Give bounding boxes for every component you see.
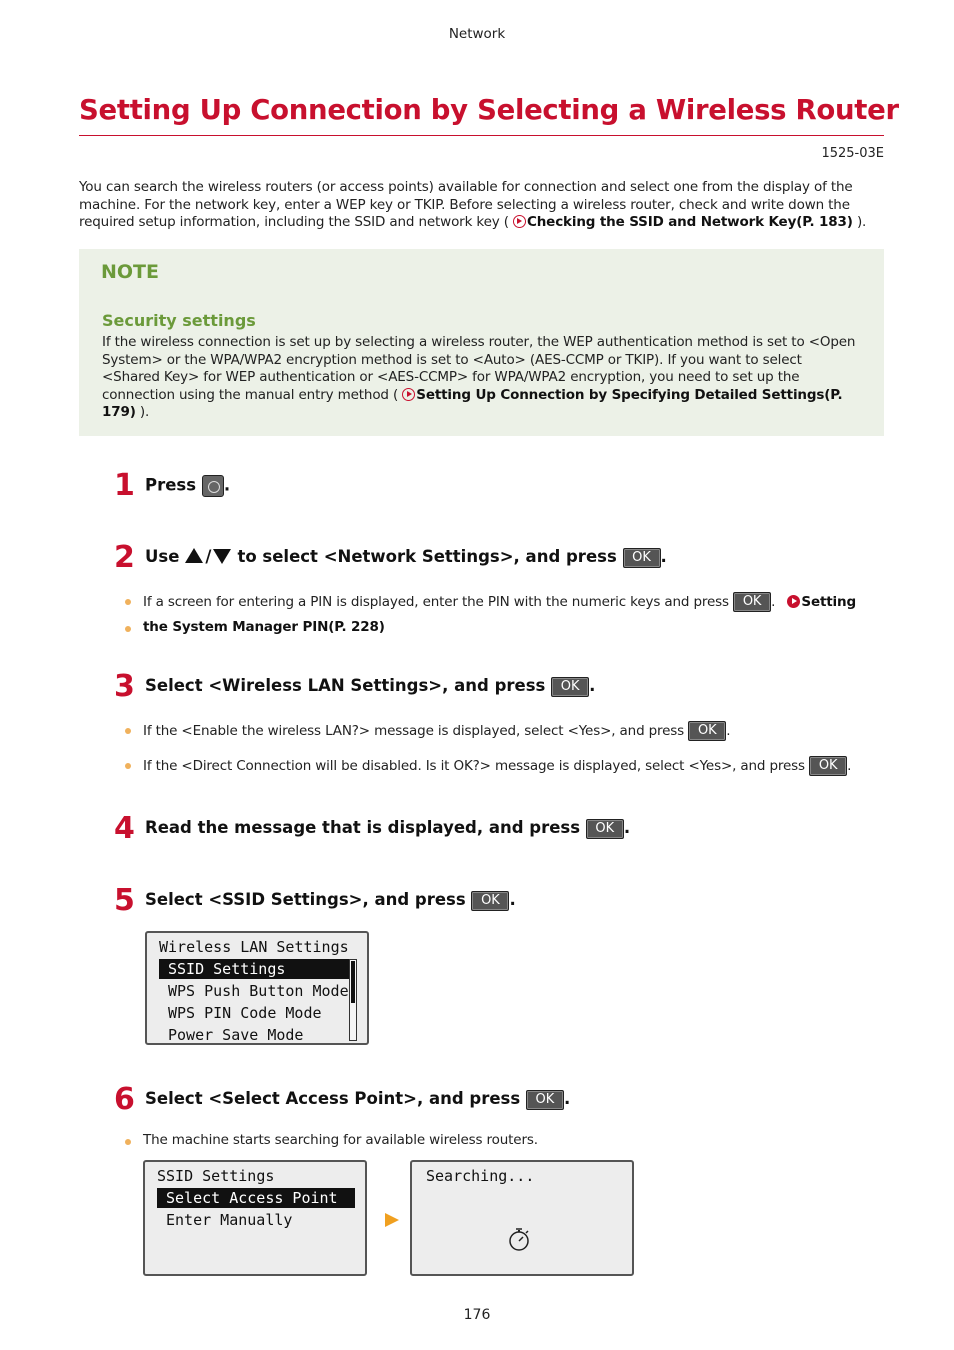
intro-text: You can search the wireless routers (or access points) available for connection and select one from the display of the machine. For the network key, enter a WEP key or TKIP. Before selecting a wireless router, check and write down the required setup information, including the SSID and network key ( [79, 179, 853, 230]
lcd-ssid-settings [143, 1160, 367, 1276]
ok-key-icon: OK [809, 756, 847, 776]
intro-after: ). [852, 214, 867, 230]
link-arrow-icon [402, 388, 415, 401]
link-arrow-icon [513, 215, 526, 228]
lcd-searching [410, 1160, 634, 1276]
lcd-scroll-thumb [351, 961, 355, 1003]
link-system-manager-pin[interactable]: Setting [801, 594, 857, 610]
lcd-item: Power Save Mode [168, 1026, 304, 1044]
link-checking-ssid[interactable]: Checking the SSID and Network Key(P. 183) [526, 214, 853, 230]
ok-key-icon: OK [733, 592, 771, 612]
lcd-header: SSID Settings [157, 1167, 275, 1185]
ok-key-icon: OK [526, 1090, 564, 1110]
step-number: 4 [114, 811, 135, 846]
bullet-enable-lan: If the <Enable the wireless LAN?> message is displayed, select <Yes>, and press OK . [125, 721, 730, 741]
step-number: 2 [114, 540, 135, 575]
down-arrow-icon [213, 549, 231, 564]
step-number: 1 [114, 468, 135, 503]
bullet-pin-cont [125, 619, 385, 635]
stopwatch-icon [506, 1226, 532, 1252]
step-text: Select <Select Access Point>, and press OK . [145, 1089, 571, 1108]
lcd-item: WPS PIN Code Mode [168, 1004, 322, 1022]
lcd-searching-text: Searching... [426, 1167, 535, 1185]
next-arrow-icon [384, 1212, 400, 1228]
step-text: Use / to select <Network Settings>, and press OK . [145, 547, 667, 566]
title-divider [79, 135, 884, 136]
step-text: Select <SSID Settings>, and press OK . [145, 890, 516, 909]
up-arrow-icon [185, 548, 203, 563]
note-title: NOTE [101, 261, 159, 283]
lcd-item: WPS Push Button Mode [168, 982, 349, 1000]
lcd-item-selected: Select Access Point [157, 1188, 355, 1208]
ok-key-icon: OK [586, 819, 624, 839]
ok-key-icon: OK [551, 677, 589, 697]
link-system-manager-pin-cont[interactable]: the System Manager PIN(P. 228) [143, 619, 385, 635]
step-text: Read the message that is displayed, and press OK . [145, 818, 631, 837]
home-key-icon [202, 475, 224, 497]
step-text: Press . [145, 475, 230, 497]
note-box [79, 249, 884, 436]
document-id: 1525-03E [821, 146, 884, 161]
page-header: Network [448, 26, 506, 42]
intro-paragraph [79, 179, 885, 232]
lcd-item-selected: SSID Settings [159, 959, 349, 979]
link-arrow-icon [787, 595, 800, 608]
link-detailed-settings[interactable]: Setting Up Connection by Specifying Detailed Settings(P. 179) [102, 386, 843, 420]
note-text: If the wireless connection is set up by selecting a wireless router, the WEP authentication method is set to <Open System> or the WPA/WPA2 encryption method is set to <Auto> (AES-CCMP or TKIP). If you want to select <Shared Key> for WEP authentication or <AES-CCMP> for WPA/WPA2 encryption, you need to set up the connection using the manual entry method ( [102, 334, 856, 403]
note-after: ). [135, 404, 150, 420]
bullet-direct-connection: If the <Direct Connection will be disabled. Is it OK?> message is displayed, select <Yes>, and press OK . [125, 756, 851, 776]
lcd-item: Enter Manually [166, 1211, 293, 1229]
lcd-header: Wireless LAN Settings [159, 938, 349, 956]
page-title: Setting Up Connection by Selecting a Wireless Router [79, 94, 899, 126]
note-body [102, 334, 862, 422]
lcd-wireless-lan-settings [145, 931, 369, 1045]
ok-key-icon: OK [688, 721, 726, 741]
ok-key-icon: OK [471, 891, 509, 911]
bullet-pin: If a screen for entering a PIN is displayed, enter the PIN with the numeric keys and press OK . Setting [125, 592, 856, 612]
page-number: 176 [463, 1307, 491, 1323]
step-text: Select <Wireless LAN Settings>, and press OK . [145, 676, 596, 695]
step-number: 6 [114, 1082, 135, 1117]
step-number: 5 [114, 883, 135, 918]
bullet-searching: The machine starts searching for available wireless routers. [125, 1132, 538, 1148]
lcd-scrollbar [349, 959, 357, 1041]
ok-key-icon: OK [623, 548, 661, 568]
step-number: 3 [114, 669, 135, 704]
note-subtitle: Security settings [102, 311, 256, 330]
